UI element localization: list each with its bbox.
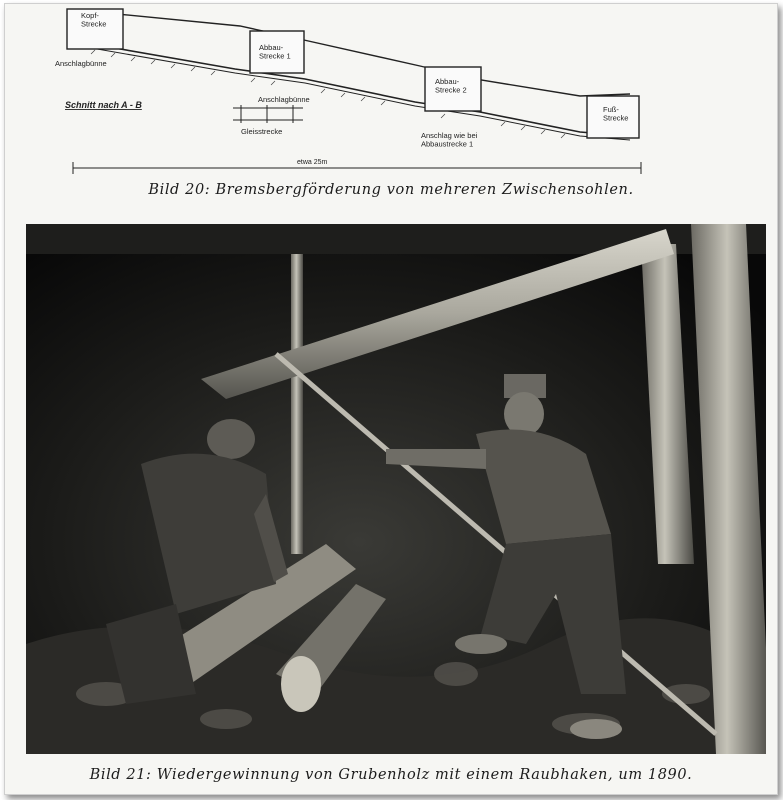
mining-photograph (26, 224, 766, 754)
anschlagbuehne-left-label: Anschlagbünne (55, 59, 107, 68)
dimension-line (73, 162, 641, 174)
caption-bild-20: Bild 20: Bremsbergförderung von mehreren Zwischensohlen. (148, 182, 634, 198)
bremsberg-diagram (5, 4, 777, 184)
anschlag-wie-bei-label: Anschlag wie bei Abbaustrecke 1 (421, 131, 478, 149)
upper-slope-line (117, 14, 630, 96)
kopfstrecke-label: Kopf-Strecke (81, 11, 107, 29)
abbaustrecke1-label: Abbau-Strecke 1 (259, 43, 291, 61)
abbaustrecke2-label: Abbau-Strecke 2 (435, 77, 467, 95)
gleisstrecke-rails (233, 105, 303, 123)
gleisstrecke-label: Gleisstrecke (241, 127, 283, 136)
photo-illustration (26, 224, 766, 754)
fussstrecke-label: Fuß-Strecke (603, 105, 629, 123)
incline-track (80, 42, 630, 136)
caption-bild-21: Bild 21: Wiedergewinnung von Grubenholz mit einem Raubhaken, um 1890. (89, 767, 693, 783)
distance-label: etwa 25m (297, 159, 328, 166)
anschlagbuehne-middle-label: Anschlagbünne (258, 95, 310, 104)
section-label: Schnitt nach A - B (65, 100, 142, 110)
scanned-page (4, 3, 778, 795)
floor-hatching (91, 50, 565, 138)
